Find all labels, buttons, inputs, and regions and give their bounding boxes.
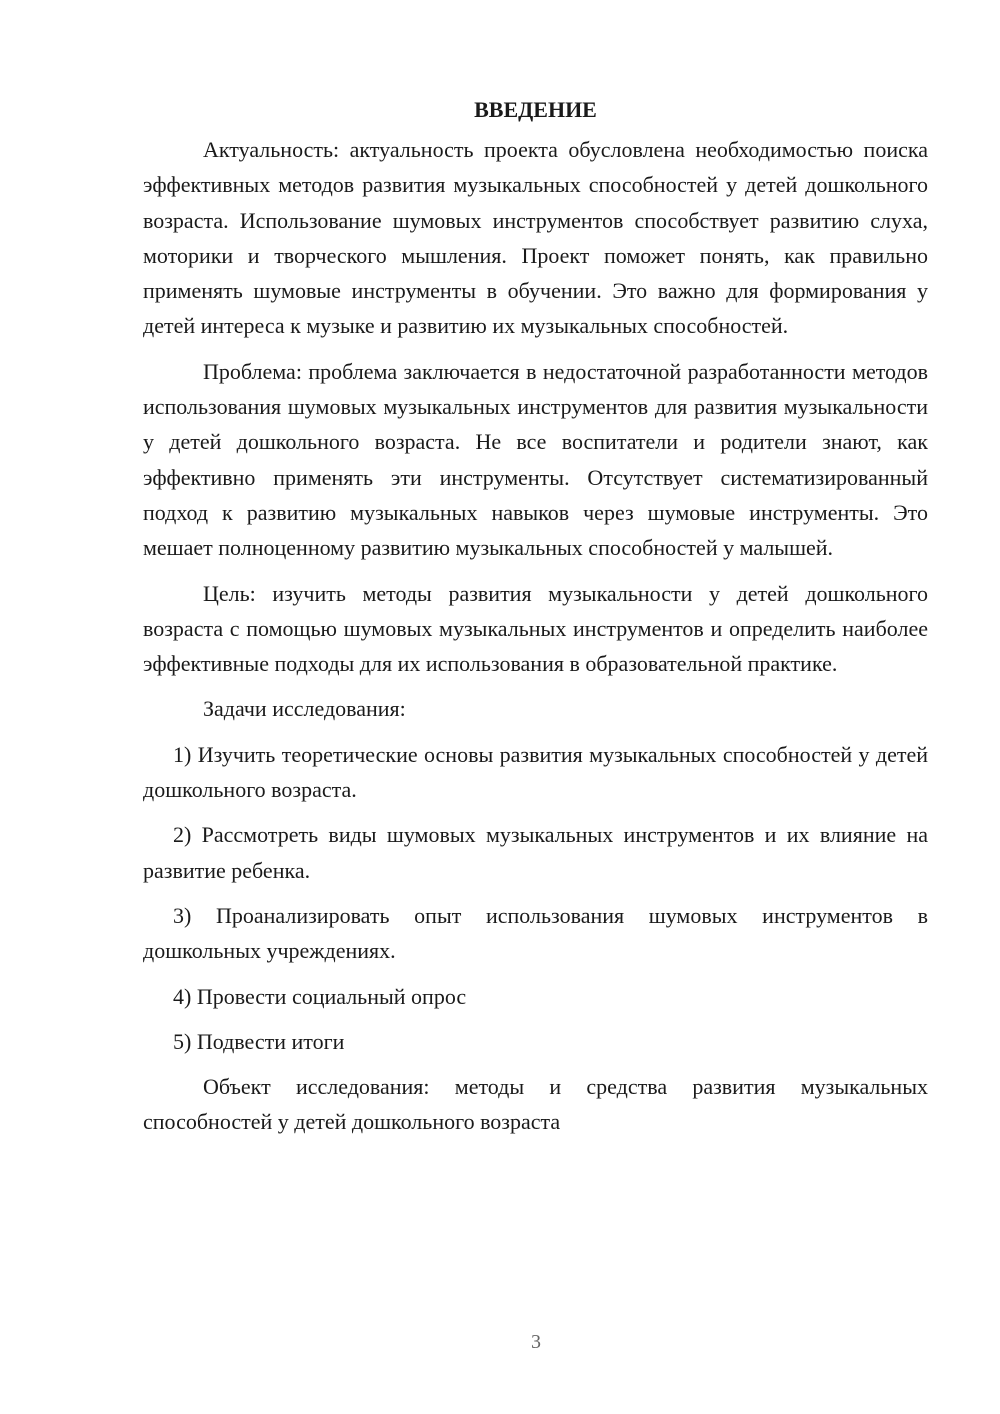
task-item-4: 4) Провести социальный опрос: [173, 983, 467, 1009]
task-item-5: 5) Подвести итоги: [173, 1028, 345, 1054]
task-item-1: 1) Изучить теоретические основы развития музыкальных способностей у детей дошкольного возраста.: [143, 741, 928, 803]
task-item-2: 2) Рассмотреть виды шумовых музыкальных инструментов и их влияние на развитие ребенка.: [143, 822, 928, 883]
paragraph-goal: Цель: изучить методы развития музыкальности у детей дошкольного возраста с помощью шумовых музыкальных инструментов и определить наиболее эффективные подходы для их использования в образовательной практике.: [143, 580, 928, 677]
paragraph-relevance: Актуальность: актуальность проекта обусловлена необходимостью поиска эффективных методов развития музыкальных способностей у детей дошкольного возраста. Использование шумовых инструментов способствует развитию слуха, моторики и творческого мышления. Проект поможет понять, как правильно применять шумовые инструменты в обучении. Это важно для формирования у детей интереса к музыке и развитию их музыкальных способностей.: [143, 137, 928, 339]
document-page: [143, 92, 928, 1150]
paragraph-problem: Проблема: проблема заключается в недостаточной разработанности методов использования шумовых музыкальных инструментов для развития музыкальности у детей дошкольного возраста. Не все воспитатели и родители знают, как эффективно применять эти инструменты. Отсутствует систематизированный подход к развитию музыкальных навыков через шумовые инструменты. Это мешает полноценному развитию музыкальных способностей у малышей.: [143, 358, 928, 561]
page-number: 3: [531, 1331, 541, 1353]
tasks-heading: Задачи исследования:: [203, 696, 406, 722]
paragraph-object: Объект исследования: методы и средства развития музыкальных способностей у детей дошкольного возраста: [143, 1074, 928, 1135]
section-title: ВВЕДЕНИЕ: [474, 97, 597, 122]
task-item-3: 3) Проанализировать опыт использования шумовых инструментов в дошкольных учреждениях.: [143, 902, 928, 964]
